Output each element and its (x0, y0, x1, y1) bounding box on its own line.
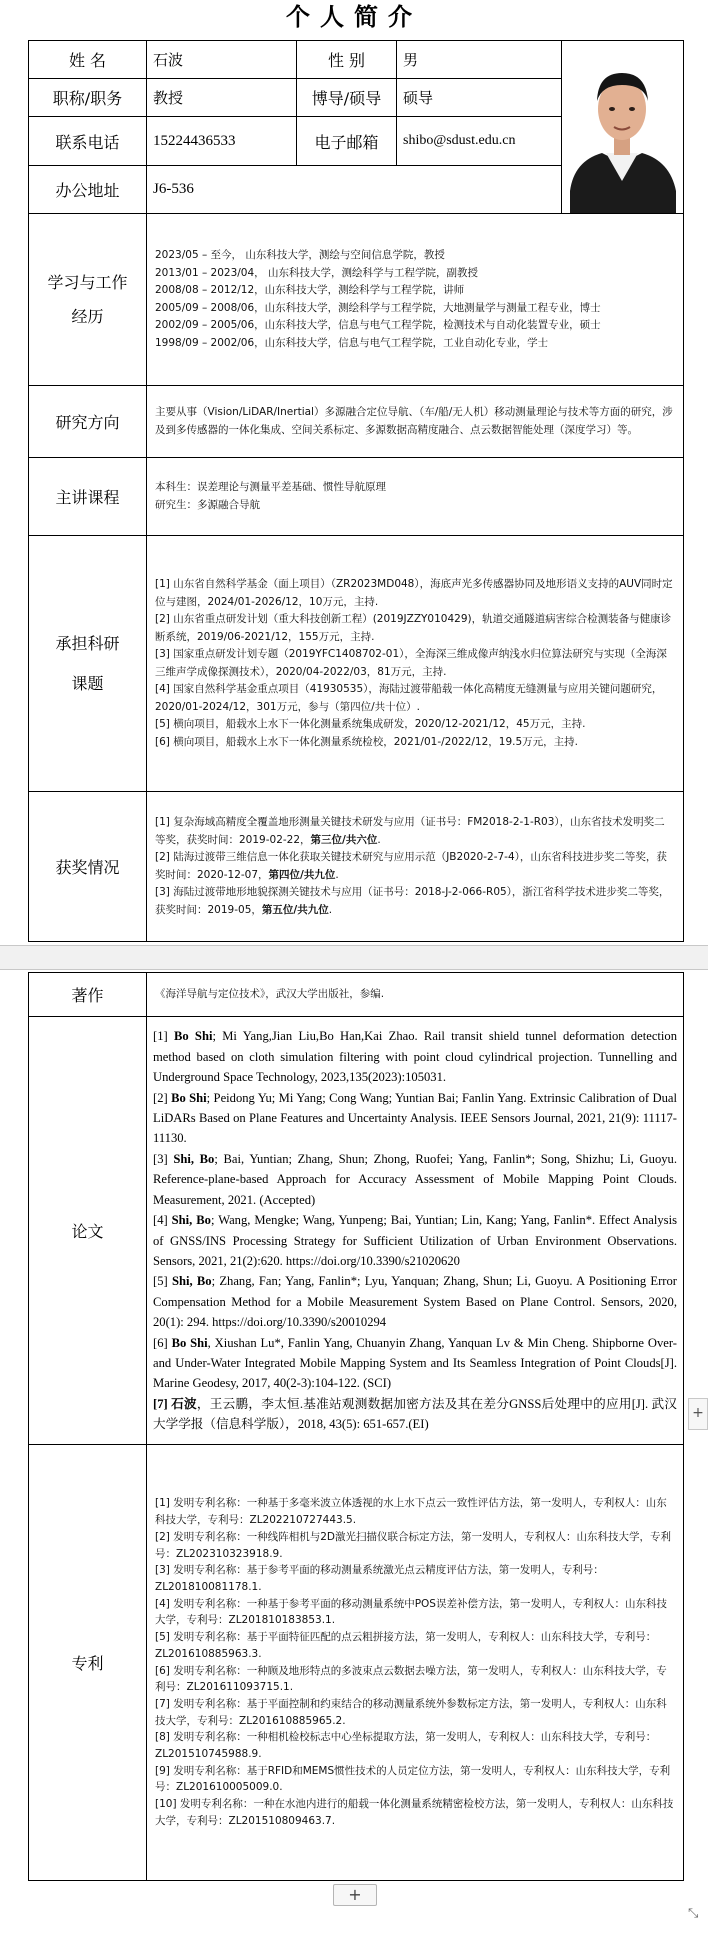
award-item: [3] 海陆过渡带地形地貌探测关键技术与应用（证书号：2018-J-2-066-R05），浙江省科学技术进步奖二等奖，获奖时间：2019-05，第五位/共九位. (155, 886, 670, 916)
patent-item: [3] 发明专利名称：基于参考平面的移动测量系统激光点云精度评估方法，第一发明人，专利号：ZL201810081178.1. (155, 1564, 604, 1593)
patent-item: [2] 发明专利名称：一种线阵相机与2D激光扫描仪联合标定方法，第一发明人，专利权人：山东科技大学，专利号：ZL202310323918.9. (155, 1530, 671, 1560)
profile-photo (562, 41, 682, 213)
courses-list (147, 458, 684, 536)
add-row-button[interactable]: + (333, 1884, 377, 1906)
paper-item: [4] Shi, Bo; Wang, Mengke; Wang, Yunpeng; Bai, Yuntian; Lin, Kang; Yang, Fanlin*. Effect Analysis of GNSS/INS Processing Strategy for Sufficient Utilization of Urban Environment Observations. Sensors, 2021, 21(2):620. https://doi.org/10.3390/s21020620 (153, 1213, 677, 1268)
patent-item: [5] 发明专利名称：基于平面特征匹配的点云粗拼接方法，第一发明人，专利权人：山东科技大学，专利号：ZL201610885963.3. (155, 1631, 657, 1660)
page-gap (0, 945, 708, 970)
awards-label: 获奖情况 (29, 792, 147, 942)
research-label: 研究方向 (29, 386, 147, 458)
paper-item: [1] Bo Shi; Mi Yang,Jian Liu,Bo Han,Kai Zhao. Rail transit shield tunnel deformation detection method based on cloth simulation filtering with point cloud cylindrical projection. Tunnelling and Underground Space Technology, 2023,135(2023):105031. (153, 1029, 678, 1085)
office-value: J6-536 (147, 165, 562, 213)
project-item: [1] 山东省自然科学基金（面上项目）（ZR2023MD048），海底声光多传感器协同及地形语义支持的AUV同时定位与建图，2024/01-2026/12，10万元，主持. (155, 578, 673, 608)
papers-list (147, 1017, 684, 1445)
experience-label: 学习与工作经历 (29, 214, 147, 386)
works-text: 《海洋导航与定位技术》，武汉大学出版社，参编. (147, 973, 684, 1017)
course-item: 研究生：多源融合导航 (155, 498, 260, 511)
patent-item: [9] 发明专利名称：基于RFID和MEMS惯性技术的人员定位方法，第一发明人，专利权人：山东科技大学，专利号：ZL201610005009.0. (155, 1764, 671, 1794)
photo-cell (562, 41, 684, 214)
title-value: 教授 (147, 79, 297, 117)
works-label: 著作 (29, 973, 147, 1017)
add-column-button[interactable]: + (688, 1398, 708, 1430)
profile-table-upper (28, 40, 684, 942)
patent-item: [7] 发明专利名称：基于平面控制和约束结合的移动测量系统外参数标定方法，第一发明人，专利权人：山东科技大学，专利号：ZL201610885965.2. (155, 1697, 667, 1727)
courses-label: 主讲课程 (29, 458, 147, 536)
title-label: 职称/职务 (29, 79, 147, 117)
experience-item: 2013/01 – 2023/04， 山东科技大学，测绘科学与工程学院，副教授 (155, 266, 479, 279)
experience-item: 2002/09 – 2005/06，山东科技大学，信息与电气工程学院，检测技术与自动化装置专业，硕士 (155, 319, 601, 331)
project-item: [3] 国家重点研发计划专题（2019YFC1408702-01），全海深三维成像声纳浅水归位算法研究与实现（全海深三维声学成像探测技术），2020/04-2022/03，81万元，主持. (155, 648, 667, 678)
research-text: 主要从事（Vision/LiDAR/Inertial）多源融合定位导航、（车/船/无人机）移动测量理论与技术等方面的研究，涉及到多传感器的一体化集成、空间关系标定、多源数据高精度融合、点云数据智能处理（深度学习）等。 (147, 386, 684, 458)
office-label: 办公地址 (29, 165, 147, 213)
gender-value: 男 (397, 41, 562, 79)
paper-item: [5] Shi, Bo; Zhang, Fan; Yang, Fanlin*; Lyu, Yanquan; Zhang, Shun; Li, Guoyu. A Positioning Error Compensation Method for a Mobile Measurement System Based on Plane Control. Sensors, 2020, 20(1): 294. https://doi.org/10.3390/s20010294 (153, 1274, 677, 1330)
patent-item: [4] 发明专利名称：一种基于参考平面的移动测量系统中POS误差补偿方法，第一发明人，专利权人：山东科技大学，专利号：ZL201810183853.1. (155, 1597, 667, 1627)
phone-label: 联系电话 (29, 117, 147, 165)
project-item: [5] 横向项目，船载水上水下一体化测量系统集成研发，2020/12-2021/12，45万元，主持. (155, 718, 586, 730)
patents-label: 专利 (29, 1445, 147, 1881)
advisor-value: 硕导 (397, 79, 562, 117)
email-label: 电子邮箱 (297, 117, 397, 165)
patent-item: [1] 发明专利名称：一种基于多毫米波立体透视的水上水下点云一致性评估方法，第一发明人，专利权人：山东科技大学，专利号：ZL202210727443.5. (155, 1497, 667, 1527)
profile-table-lower (28, 972, 684, 1881)
gender-label: 性 别 (297, 41, 397, 79)
experience-item: 2005/09 – 2008/06，山东科技大学，测绘科学与工程学院，大地测量学与测量工程专业，博士 (155, 301, 601, 314)
project-item: [4] 国家自然科学基金重点项目（41930535），海陆过渡带船载一体化高精度无缝测量与应用关键问题研究，2020/01-2024/12，301万元，参与（第四位/共十位）. (155, 683, 663, 713)
award-item: [1] 复杂海域高精度全覆盖地形测量关键技术研发与应用（证书号：FM2018-2-1-R03），山东省技术发明奖二等奖，获奖时间：2019-02-22，第三位/共六位. (155, 816, 665, 846)
experience-list (147, 214, 684, 386)
name-value: 石波 (147, 41, 297, 79)
patent-item: [8] 发明专利名称：一种相机检校标志中心坐标提取方法，第一发明人，专利权人：山东科技大学，专利号：ZL201510745988.9. (155, 1731, 657, 1761)
projects-list (147, 536, 684, 792)
experience-item: 1998/09 – 2002/06，山东科技大学，信息与电气工程学院，工业自动化专业，学士 (155, 336, 549, 349)
paper-item: [6] Bo Shi, Xiushan Lu*, Fanlin Yang, Chuanyin Zhang, Yanquan Lv & Min Cheng. Shipborne Over- and Under-Water Integrated Mobile Mapping System and Its Seamless Integration of Point Clouds[J]. Marine Geodesy, 2017, 40(2-3):104-122. (SCI) (153, 1335, 677, 1391)
course-item: 本科生：误差理论与测量平差基础、惯性导航原理 (155, 481, 386, 493)
paper-item: [2] Bo Shi; Peidong Yu; Mi Yang; Cong Wang; Yuntian Bai; Fanlin Yang. Extrinsic Calibration of Dual LiDARs Based on Plane Features and Uncertainty Analysis. IEEE Sensors Journal, 2021, 21(9): 11117-11130. (153, 1090, 677, 1146)
paper-item: [3] Shi, Bo; Bai, Yuntian; Zhang, Shun; Zhong, Ruofei; Yang, Fanlin*; Song, Shizhu; Li, Guoyu. Reference-plane-based Approach for Accuracy Assessment of Mobile Mapping Point Clouds. Measurement, 2021. (Accepted) (153, 1151, 677, 1207)
experience-item: 2008/08 – 2012/12，山东科技大学，测绘科学与工程学院，讲师 (155, 284, 465, 296)
award-item: [2] 陆海过渡带三维信息一体化获取关键技术研究与应用示范（JB2020-2-7-4），山东省科技进步奖二等奖，获奖时间：2020-12-07，第四位/共九位. (155, 851, 667, 881)
advisor-label: 博导/硕导 (297, 79, 397, 117)
project-item: [6] 横向项目，船载水上水下一体化测量系统检校，2021/01-/2022/12，19.5万元，主持. (155, 735, 578, 748)
projects-label: 承担科研课题 (29, 536, 147, 792)
award-rank: 第三位/共六位 (310, 833, 378, 846)
patent-item: [6] 发明专利名称：一种顾及地形特点的多波束点云数据去噪方法，第一发明人，专利权人：山东科技大学，专利号：ZL201611093715.1. (155, 1664, 667, 1694)
papers-label: 论文 (29, 1017, 147, 1445)
page-title: 个人简介 (286, 2, 422, 31)
award-rank: 第四位/共九位 (268, 868, 336, 881)
patent-item: [10] 发明专利名称：一种在水池内进行的船载一体化测量系统精密检校方法，第一发明人，专利权人：山东科技大学，专利号：ZL201510809463.7. (155, 1798, 674, 1827)
resize-handle-icon[interactable]: ⤡ (688, 1906, 699, 1921)
paper-item: [7] 石波，王云鹏，李太恒.基准站观测数据加密方法及其在差分GNSS后处理中的应用[J]. 武汉大学学报（信息科学版），2018, 43(5): 651-657.(EI) (153, 1396, 678, 1432)
award-rank: 第五位/共九位 (261, 903, 329, 916)
email-value: shibo@sdust.edu.cn (397, 117, 562, 165)
experience-item: 2023/05 – 至今， 山东科技大学，测绘与空间信息学院，教授 (155, 249, 445, 261)
patents-list (147, 1445, 684, 1881)
awards-list (147, 792, 684, 942)
name-label: 姓 名 (29, 41, 147, 79)
phone-value: 15224436533 (147, 117, 297, 165)
project-item: [2] 山东省重点研发计划（重大科技创新工程）(2019JZZY010429)，轨道交通隧道病害综合检测装备与健康诊断系统，2019/06-2021/12，155万元，主持. (155, 613, 672, 643)
